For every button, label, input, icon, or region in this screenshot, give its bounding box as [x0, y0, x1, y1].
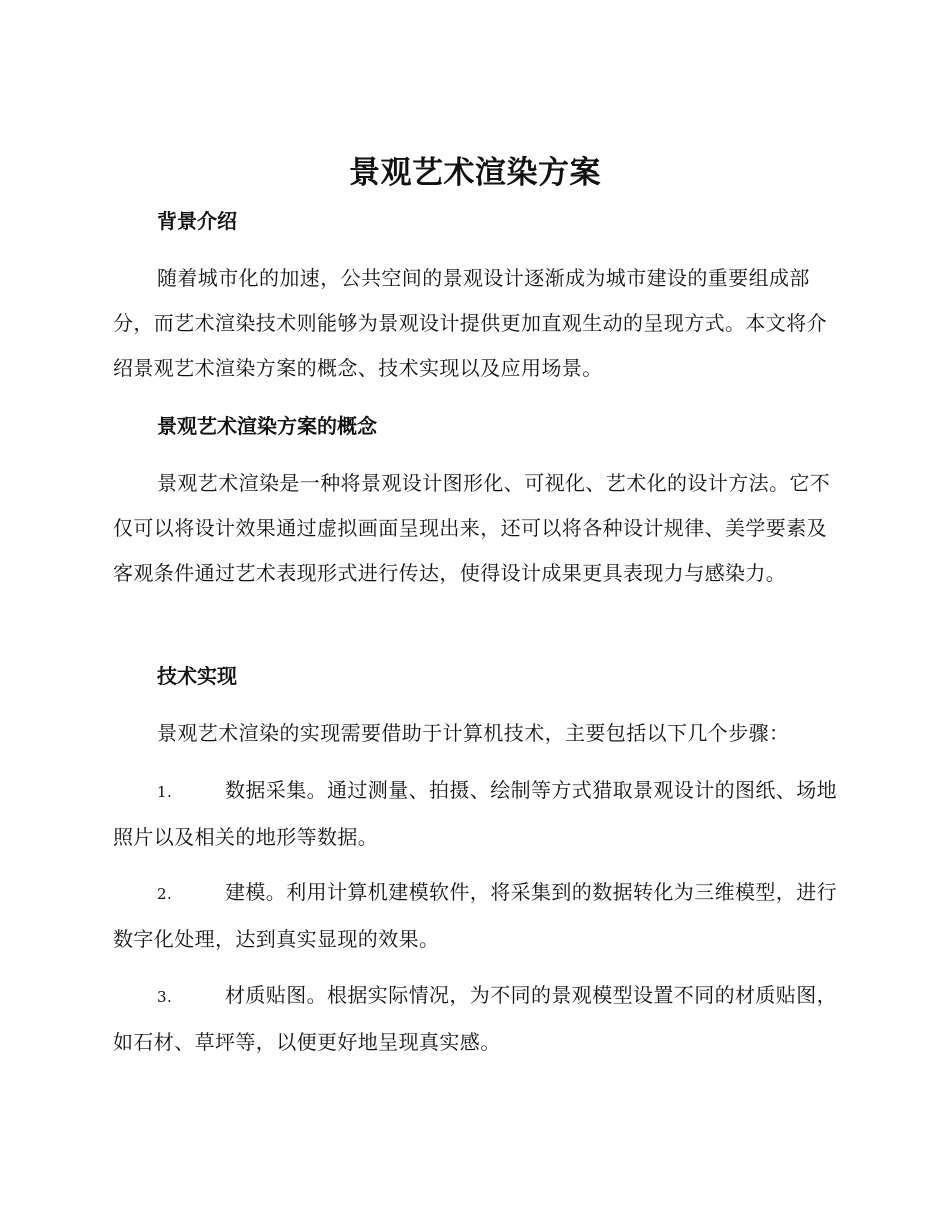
section-paragraph-implementation: 景观艺术渲染的实现需要借助于计算机技术，主要包括以下几个步骤：	[157, 721, 790, 745]
list-item	[113, 870, 837, 962]
list-item-number: 2.	[157, 885, 173, 903]
list-item-text: 数据采集。通过测量、拍摄、绘制等方式猎取景观设计的图纸、场地照片以及相关的地形等数据。	[113, 778, 837, 849]
section-paragraph-background: 随着城市化的加速，公共空间的景观设计逐渐成为城市建设的重要组成部分，而艺术渲染技术则能够为景观设计提供更加直观生动的呈现方式。本文将介绍景观艺术渲染方案的概念、技术实现以及应用场景。	[113, 266, 827, 380]
section-heading-concept: 景观艺术渲染方案的概念	[157, 414, 377, 438]
list-item	[113, 973, 837, 1065]
list-item-text: 材质贴图。根据实际情况，为不同的景观模型设置不同的材质贴图，如石材、草坪等，以便更好地呈现真实感。	[113, 983, 837, 1054]
section-paragraph-concept: 景观艺术渲染是一种将景观设计图形化、可视化、艺术化的设计方法。它不仅可以将设计效果通过虚拟画面呈现出来，还可以将各种设计规律、美学要素及客观条件通过艺术表现形式进行传达，使得设计成果更具表现力与感染力。	[113, 471, 831, 585]
list-item-text: 建模。利用计算机建模软件，将采集到的数据转化为三维模型，进行数字化处理，达到真实显现的效果。	[113, 880, 837, 951]
document-title: 景观艺术渲染方案	[349, 155, 601, 191]
list-item	[113, 768, 837, 860]
list-item-number: 3.	[157, 988, 173, 1006]
list-item-number: 1.	[157, 783, 173, 801]
section-heading-implementation: 技术实现	[157, 664, 237, 688]
section-heading-background: 背景介绍	[157, 209, 237, 233]
